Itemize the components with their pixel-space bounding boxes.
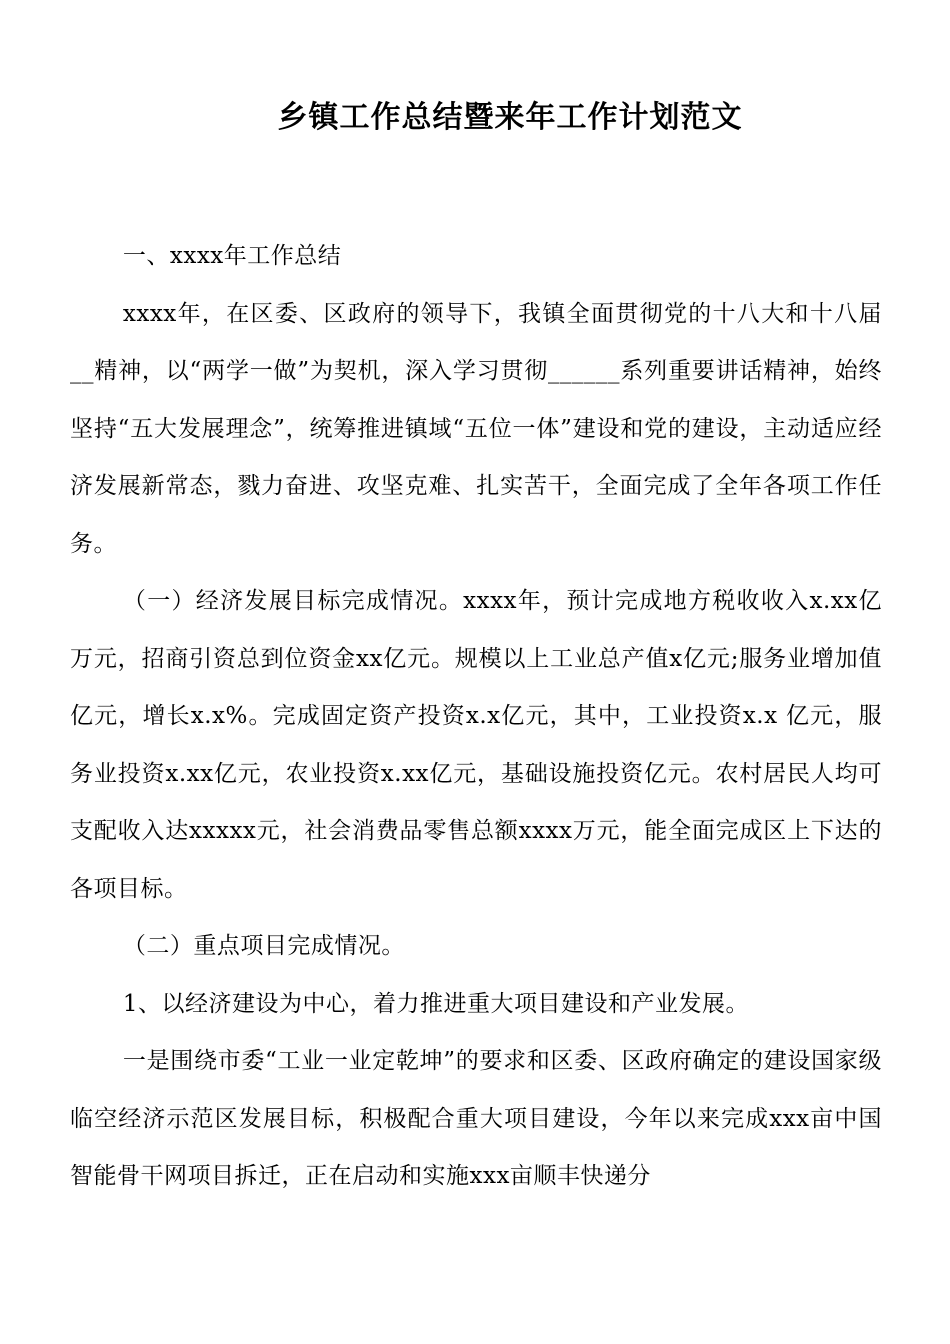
- paragraph: （一）经济发展目标完成情况。xxxx年，预计完成地方税收收入x.xx亿万元，招商引资总到位资金xx亿元。规模以上工业总产值x亿元;服务业增加值 亿元，增长x.x%。完成固定资产投资x.x亿元，其中，工业投资x.x 亿元，服务业投资x.xx亿元，农业投资x.xx亿元，基础设施投资亿元。农村居民人均可支配收入达xxxxx元，社会消费品零售总额xxxx万元，能全面完成区上下达的各项目标。: [70, 588, 882, 902]
- subsection-heading: （二）重点项目完成情况。: [122, 933, 405, 959]
- document-title: 乡镇工作总结暨来年工作计划范文: [277, 100, 743, 135]
- list-item-heading: 1、以经济建设为中心，着力推进重大项目建设和产业发展。: [122, 990, 750, 1017]
- document-body: [70, 228, 882, 1206]
- paragraph: xxxx年，在区委、区政府的领导下，我镇全面贯彻党的十八大和十八届__精神，以“两学一做”为契机，深入学习贯彻______系列重要讲话精神，始终坚持“五大发展理念”，统筹推进镇域“五位一体”建设和党的建设，主动适应经济发展新常态，戮力奋进、攻坚克难、扎实苦干，全面完成了全年各项工作任务。: [70, 300, 882, 557]
- paragraph: 一是围绕市委“工业一业定乾坤”的要求和区委、区政府确定的建设国家级临空经济示范区发展目标，积极配合重大项目建设，今年以来完成xxx亩中国智能骨干网项目拆迁，正在启动和实施xxx亩顺丰快递分: [70, 1048, 882, 1189]
- section-heading: 一、xxxx年工作总结: [122, 243, 342, 269]
